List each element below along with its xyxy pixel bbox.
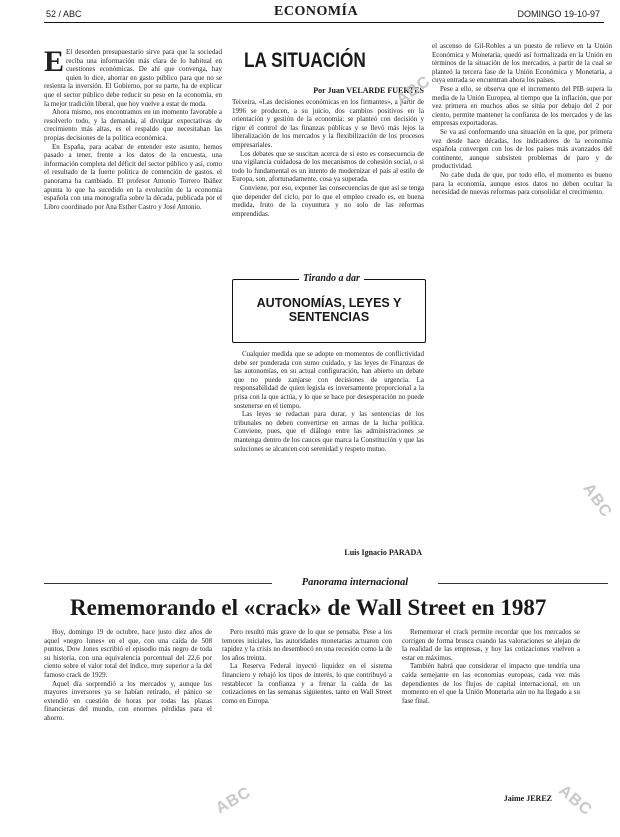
situacion-byline: Por Juan VELARDE FUERTES (313, 86, 424, 95)
panorama-column-1 (44, 628, 212, 804)
panorama-column-2 (222, 628, 392, 804)
article-paragraph: Teixeira, «Las decisiones económicas en los firmantes», a partir de 1996 se producen, a su juicio, dos cambios positivos en la orientación y gestión de la economía: se planteó con decisión y rigor el control de las finanzas públicas y se llevó más lejos la liberalización de los mercados y la flexibilización de los procesos empresariales. (232, 98, 424, 149)
watermark-stamp: ABC (213, 783, 255, 818)
tirando-a-dar-body (234, 350, 424, 540)
page-header (44, 6, 604, 23)
panorama-column-3 (402, 628, 580, 778)
article-paragraph: En España, para acabar de entender este asunto, hemos pasado a tener, frente a los datos de la encuesta, una información completa del déficit del sector público y así, como el resultado de la fuerte política de contención de gastos, el panorama ha cambiado. El profesor Antonio Torrero Ibáñez apunta lo que ha sucedido en la evolución de la economía española con una monografía sobre la década, publicada por el Libro coordinado por Ana Esther Castro y José Antonio. (44, 142, 222, 211)
article-paragraph: Aquel día sorprendió a los mercados y, aunque los mayores inversores ya se habían retirado, el pánico se extendió en cuestión de horas por todas las plazas financieras del mundo, con enormes pérdidas para el ahorro. (44, 679, 212, 722)
article-paragraph: Hoy, domingo 19 de octubre, hace justo diez años de aquel «negro lunes» en el que, con una caída de 508 puntos, Dow Jones escribió el episodio más negro de toda su historia, con una equivalencia porcentual del 22,6 por ciento sobre el valor total del índice, muy superior a la del famoso crack de 1929. (44, 628, 212, 679)
tirando-a-dar-headline: AUTONOMÍAS, LEYES Y SENTENCIAS (256, 296, 402, 324)
article-paragraph: E El desorden presupuestario sirve para que la sociedad reciba una información más clara de lo habitual en cuestiones económicas. De ahí que convenga, hay quien lo dice, ahorrar en gasto público para que no se resienta la inversión. El Gobierno, por su parte, ha de explicar que el sector público debe reducir su peso en la economía, en la mejor tradición liberal, que hoy vuelve a estar de moda. (44, 48, 222, 108)
section-divider (44, 583, 272, 584)
article-paragraph: el ascenso de Gil-Robles a un puesto de relieve en la Unión Económica y Monetaria, quedó así formalizada en la Unión en términos de la situación de los mercados, a partir de la cual se planteó la tercera fase de la Unión Económica y Monetaria, a cuya entrada se encuentran ahora los países. (432, 42, 612, 85)
article-paragraph: La Reserva Federal inyectó liquidez en el sistema financiero y rebajó los tipos de interés, lo que contribuyó a restablecer la confianza y a frenar la caída de las cotizaciones en las semanas siguientes, tanto en Wall Street como en Europa. (222, 662, 392, 705)
situacion-column-2 (232, 98, 424, 273)
drop-cap: E (44, 48, 65, 78)
tirando-a-dar-box (232, 273, 426, 343)
article-paragraph: Los debates que se suscitan acerca de si esto es consecuencia de una vigilancia cuidadosa de los mecanismos de cohesión social, o si todo lo fundamental es un intento de modernizar el país al estilo de Europa, son, afortunadamente, cosa ya superada. (232, 149, 424, 184)
article-paragraph: No cabe duda de que, por todo ello, el momento es bueno para la economía, aunque estos datos no deben ocultar la necesidad de nuevas reformas para consolidar el crecimiento. (432, 170, 612, 197)
situacion-title: LA SITUACIÓN (244, 49, 366, 72)
panorama-signature: Jaime JEREZ (503, 794, 552, 803)
tirando-a-dar-label: Tirando a dar (299, 273, 364, 284)
article-paragraph: Cualquier medida que se adopte en momentos de conflictividad debe ser ponderada con sumo cuidado, y las leyes de Finanzas de las autonomías, en su actual configuración, han abierto un debate que no puede zanjarse con decisiones de urgencia. La responsabilidad de quien legisla es inversamente proporcional a la prisa con la que actúa, y lo que se hace por desesperación no puede sostenerse en el tiempo. (234, 350, 424, 410)
article-paragraph: También habrá que considerar el impacto que tendría una caída semejante en las economías europeas, cada vez más dependientes de los flujos de capital internacional, en un momento en el que la Unión Monetaria aún no ha llegado a su fase final. (402, 662, 580, 705)
article-paragraph: Pero resultó más grave de lo que se pensaba. Pese a los temores iniciales, las autoridades monetarias actuaron con rapidez y la crisis no desembocó en una recesión como la de los años treinta. (222, 628, 392, 662)
tirando-a-dar-signature: Luis Ignacio PARADA (344, 548, 422, 557)
watermark-stamp: ABC (579, 480, 616, 522)
article-paragraph: Conviene, por eso, exponer las consecuencias de que así se tenga que depender del ciclo, por lo que el empleo creado es, en buena medida, fruto de la coyuntura y no solo de las reformas emprendidas. (232, 183, 424, 218)
article-paragraph: Ahora mismo, nos encontramos en un momento favorable a resolverlo todo, y la demanda, al divulgar expectativas de crecimiento más altas, es el respaldo que necesitaban las propias decisiones de la política económica. (44, 108, 222, 142)
article-paragraph: Se va así conformando una situación en la que, por primera vez desde hace décadas, los indicadores de la economía española convergen con los de los países más avanzados del continente, aunque subsisten problemas de paro y de productividad. (432, 127, 612, 171)
section-title: ECONOMÍA (274, 4, 359, 19)
panorama-headline: Rememorando el «crack» de Wall Street en 1987 (70, 595, 547, 620)
panorama-label: Panorama internacional (301, 577, 409, 588)
page-number: 52 / ABC (46, 9, 82, 19)
watermark-stamp: ABC (393, 72, 434, 109)
watermark-stamp: ABC (555, 781, 596, 820)
situacion-column-1 (44, 48, 222, 513)
article-paragraph: Las leyes se redactan para durar, y las sentencias de los tribunales no deben convertirse en armas de la lucha política. Conviene, pues, que el diálogo entre las administraciones se mantenga dentro de los cauces que marca la Constitución y que las soluciones se alcancen con serenidad y respeto mutuo. (234, 410, 424, 453)
situacion-column-3 (432, 42, 612, 554)
section-divider (438, 583, 608, 584)
article-paragraph: Rememorar el crack permite recordar que los mercados se corrigen de forma brusca cuando las valoraciones se alejan de la realidad de las empresas, y hoy las cotizaciones vuelven a estar en máximos. (402, 628, 580, 662)
issue-date: DOMINGO 19-10-97 (517, 9, 600, 19)
article-paragraph: Pese a ello, se observa que el incremento del PIB supera la media de la Unión Europea, al tiempo que la inflación, que por vez primera en muchos años se sitúa por debajo del 2 por ciento, permite mantener la confianza de los mercados y de las empresas exportadoras. (432, 84, 612, 128)
